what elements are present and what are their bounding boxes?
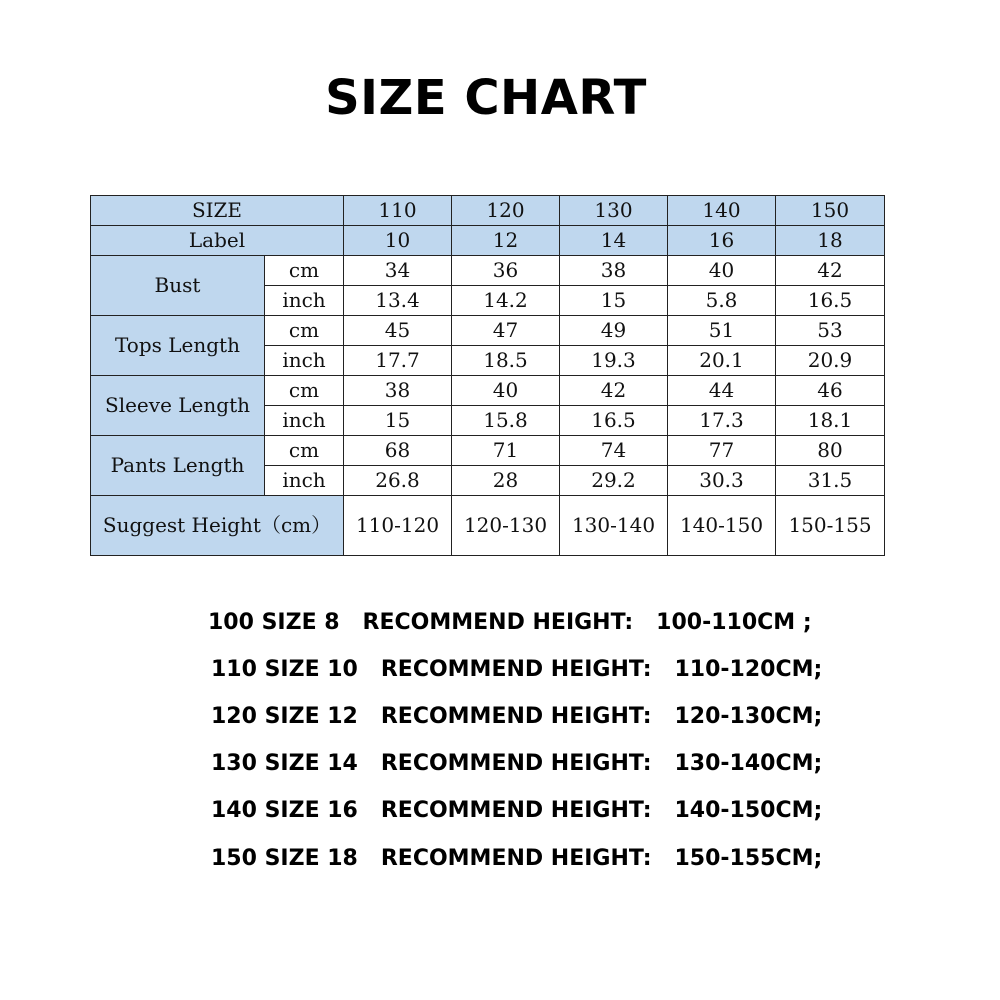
value-cell: 16.5 [560,406,668,436]
unit-cell: inch [265,406,344,436]
value-cell: 71 [452,436,560,466]
value-cell: 20.1 [668,346,776,376]
height-range-cell: 150-155 [776,496,885,556]
measurement-name: Pants Length [91,436,265,496]
value-cell: 29.2 [560,466,668,496]
value-cell: 77 [668,436,776,466]
value-cell: 53 [776,316,885,346]
value-cell: 46 [776,376,885,406]
value-cell: 31.5 [776,466,885,496]
recommendation-line: 110 SIZE 10 RECOMMEND HEIGHT: 110-120CM; [211,657,823,682]
value-cell: 26.8 [344,466,452,496]
measurement-name: Bust [91,256,265,316]
label-cell: 10 [344,226,452,256]
value-cell: 15 [560,286,668,316]
recommendation-line: 130 SIZE 14 RECOMMEND HEIGHT: 130-140CM; [211,751,823,776]
recommendation-line: 100 SIZE 8 RECOMMEND HEIGHT: 100-110CM ; [208,610,812,635]
unit-cell: inch [265,286,344,316]
label-cell: 16 [668,226,776,256]
size-chart-table [90,195,885,556]
tops-length-cm-row [91,316,885,346]
size-header: SIZE [91,196,344,226]
sleeve-length-cm-row [91,376,885,406]
value-cell: 47 [452,316,560,346]
measurement-name: Tops Length [91,316,265,376]
recommendation-line: 140 SIZE 16 RECOMMEND HEIGHT: 140-150CM; [211,798,823,823]
page-title: SIZE CHART [325,70,647,126]
height-range-cell: 120-130 [452,496,560,556]
unit-cell: cm [265,256,344,286]
value-cell: 28 [452,466,560,496]
label-cell: 18 [776,226,885,256]
value-cell: 80 [776,436,885,466]
unit-cell: cm [265,436,344,466]
unit-cell: inch [265,466,344,496]
value-cell: 30.3 [668,466,776,496]
value-cell: 14.2 [452,286,560,316]
height-range-cell: 130-140 [560,496,668,556]
label-cell: 12 [452,226,560,256]
value-cell: 36 [452,256,560,286]
value-cell: 44 [668,376,776,406]
value-cell: 16.5 [776,286,885,316]
value-cell: 15 [344,406,452,436]
size-cell: 120 [452,196,560,226]
size-cell: 130 [560,196,668,226]
value-cell: 34 [344,256,452,286]
unit-cell: cm [265,376,344,406]
value-cell: 15.8 [452,406,560,436]
value-cell: 49 [560,316,668,346]
value-cell: 40 [452,376,560,406]
height-range-cell: 140-150 [668,496,776,556]
bust-cm-row [91,256,885,286]
value-cell: 20.9 [776,346,885,376]
unit-cell: inch [265,346,344,376]
pants-length-cm-row [91,436,885,466]
value-cell: 19.3 [560,346,668,376]
suggest-height-row [91,496,885,556]
size-cell: 140 [668,196,776,226]
value-cell: 68 [344,436,452,466]
value-cell: 45 [344,316,452,346]
height-range-cell: 110-120 [344,496,452,556]
size-row [91,196,885,226]
value-cell: 38 [344,376,452,406]
recommendation-line: 150 SIZE 18 RECOMMEND HEIGHT: 150-155CM; [211,846,823,871]
value-cell: 17.7 [344,346,452,376]
value-cell: 13.4 [344,286,452,316]
value-cell: 38 [560,256,668,286]
value-cell: 40 [668,256,776,286]
label-header: Label [91,226,344,256]
value-cell: 42 [776,256,885,286]
size-cell: 110 [344,196,452,226]
unit-cell: cm [265,316,344,346]
value-cell: 18.1 [776,406,885,436]
value-cell: 74 [560,436,668,466]
value-cell: 17.3 [668,406,776,436]
value-cell: 42 [560,376,668,406]
measurement-name: Sleeve Length [91,376,265,436]
size-cell: 150 [776,196,885,226]
suggest-height-header: Suggest Height（cm） [91,496,344,556]
value-cell: 5.8 [668,286,776,316]
value-cell: 18.5 [452,346,560,376]
value-cell: 51 [668,316,776,346]
label-cell: 14 [560,226,668,256]
label-row [91,226,885,256]
recommendation-line: 120 SIZE 12 RECOMMEND HEIGHT: 120-130CM; [211,704,823,729]
